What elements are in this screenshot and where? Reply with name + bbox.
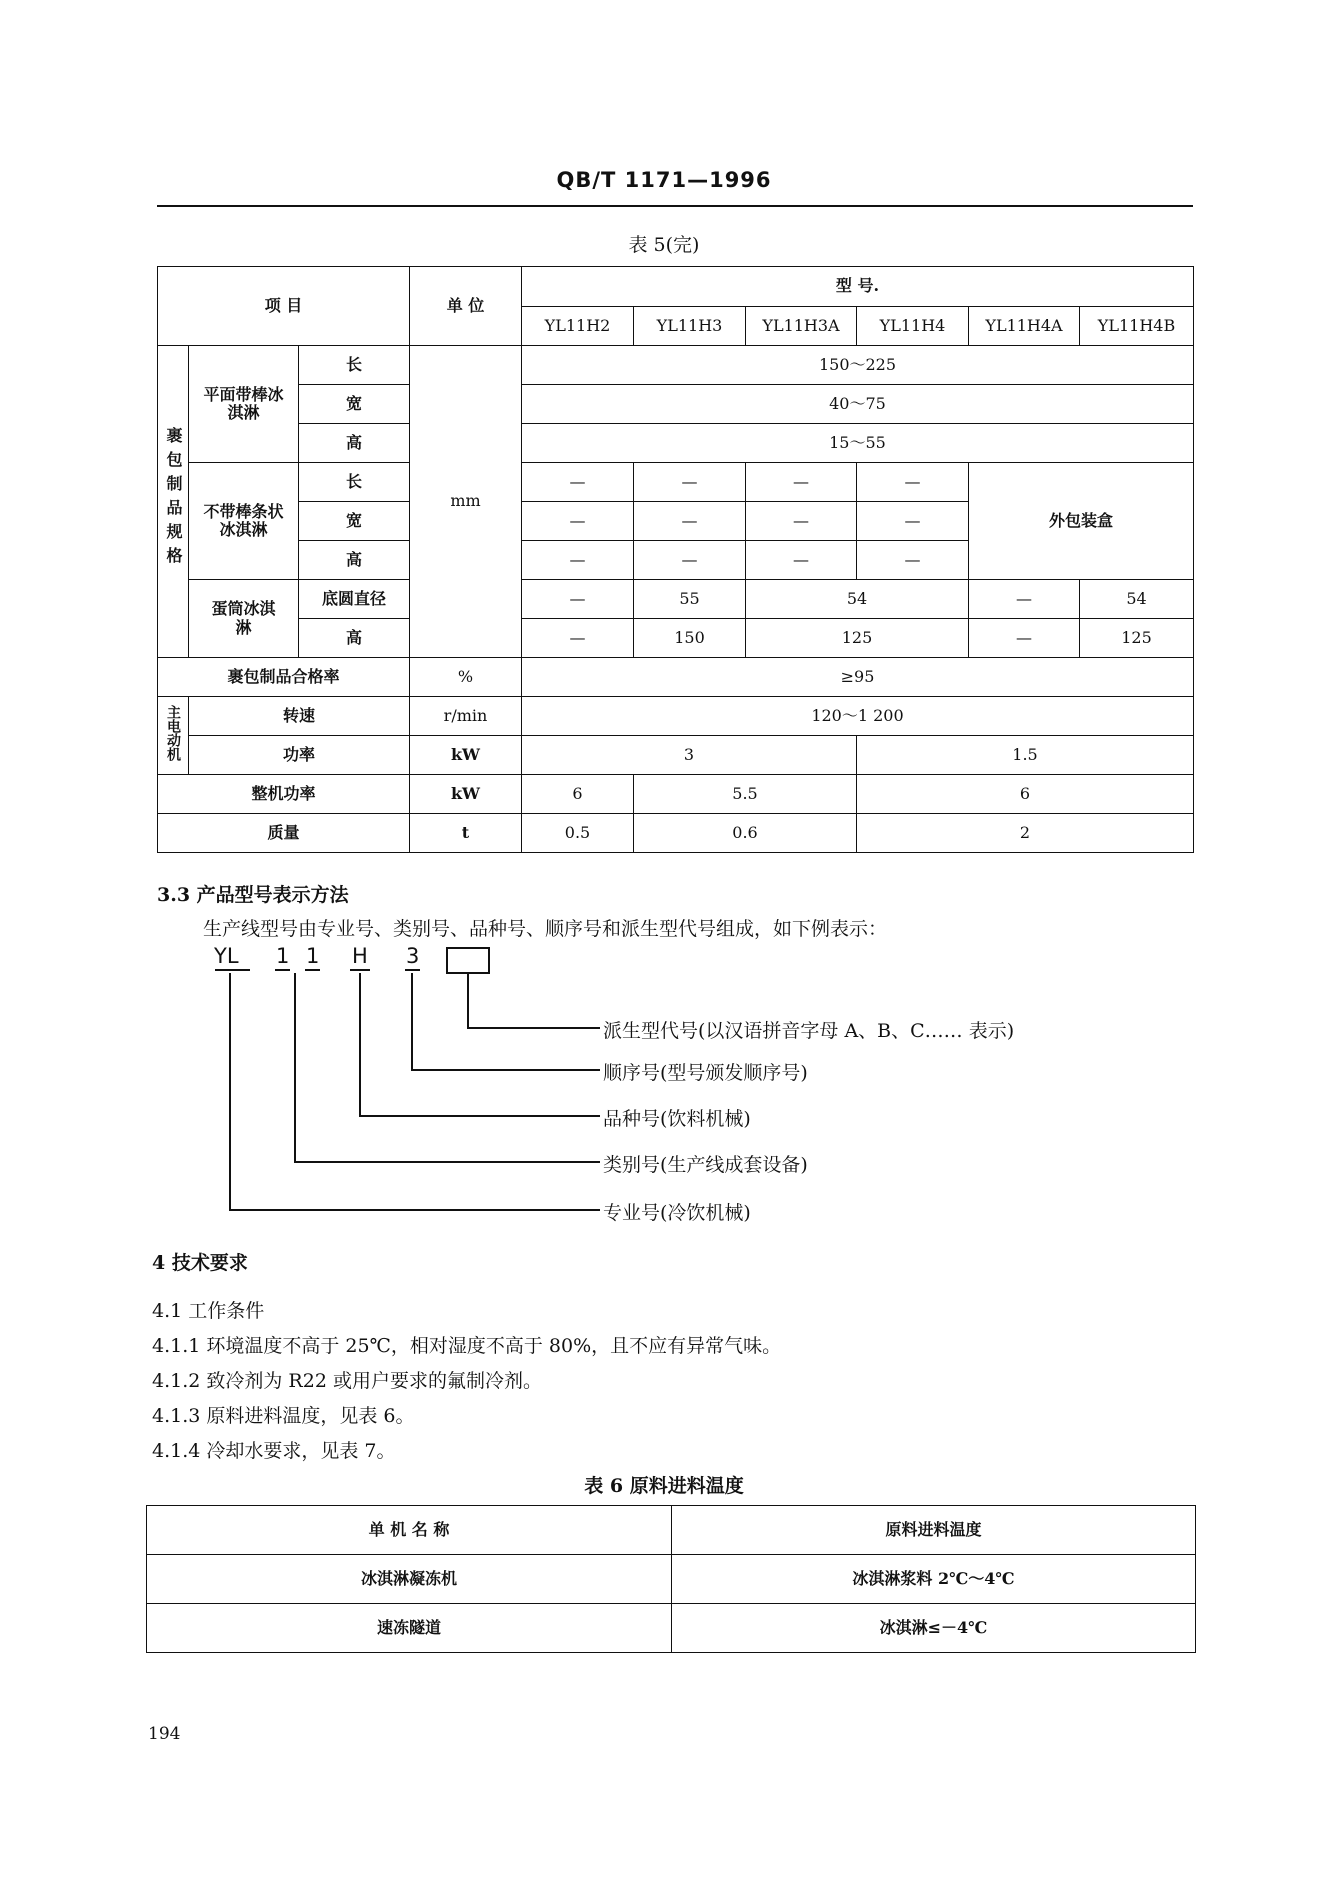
dash-cell: — xyxy=(634,502,746,541)
mass-label: 质量 xyxy=(158,814,410,853)
pass-rate-unit: % xyxy=(410,658,522,697)
label-derivative-code: 派生型代号(以汉语拼音字母 A、B、C…… 表示) xyxy=(603,1020,1015,1042)
cone-height-h3: 150 xyxy=(634,619,746,658)
label-category-number: 类别号(生产线成套设备) xyxy=(603,1154,808,1176)
total-power-unit: kW xyxy=(410,775,522,814)
dash-cell: — xyxy=(634,541,746,580)
dim-width: 宽 xyxy=(299,385,410,424)
total-power-value-1: 6 xyxy=(522,775,634,814)
model-col: YL11H4B xyxy=(1080,307,1194,346)
cone-height-h3a-h4: 125 xyxy=(746,619,969,658)
table5 xyxy=(157,266,1194,853)
model-col: YL11H4A xyxy=(969,307,1080,346)
table5-caption: 表 5(完) xyxy=(628,234,700,256)
section-3-3-title: 3.3 产品型号表示方法 xyxy=(157,884,349,906)
head-unit: 单 位 xyxy=(410,267,522,346)
mass-value-1: 0.5 xyxy=(522,814,634,853)
nostick-name: 不带棒条状冰淇淋 xyxy=(189,463,299,580)
page-number: 194 xyxy=(148,1724,181,1744)
pass-rate-value: ≥95 xyxy=(522,658,1194,697)
table6-cell: 冰淇淋浆料 2℃～4℃ xyxy=(672,1555,1196,1604)
code-token-3: 3 xyxy=(406,944,420,968)
section-4-1-4: 4.1.4 冷却水要求，见表 7。 xyxy=(152,1440,396,1462)
table6-cell: 冰淇淋≤－4℃ xyxy=(672,1604,1196,1653)
header-rule xyxy=(157,205,1193,207)
dim-height: 高 xyxy=(299,541,410,580)
mass-value-2: 0.6 xyxy=(634,814,857,853)
section-3-3-body: 生产线型号由专业号、类别号、品种号、顺序号和派生型代号组成，如下例表示： xyxy=(203,918,888,940)
table6-caption: 表 6 原料进料温度 xyxy=(584,1475,744,1497)
power-unit: kW xyxy=(410,736,522,775)
group-wrap-spec xyxy=(158,346,189,658)
flat-stick-name: 平面带棒冰淇淋 xyxy=(189,346,299,463)
label-specialty-number: 专业号(冷饮机械) xyxy=(603,1202,751,1224)
section-4-title: 4 技术要求 xyxy=(152,1252,248,1274)
dash-cell: — xyxy=(522,541,634,580)
pass-rate-label: 裹包制品合格率 xyxy=(158,658,410,697)
dash-cell: — xyxy=(522,619,634,658)
cone-base-h4b: 54 xyxy=(1080,580,1194,619)
dash-cell: — xyxy=(746,502,857,541)
table6-cell: 速冻隧道 xyxy=(147,1604,672,1653)
speed-label: 转速 xyxy=(189,697,410,736)
mass-unit: t xyxy=(410,814,522,853)
group-label: 裹包制品规格 xyxy=(164,427,183,572)
cone-height-h4b: 125 xyxy=(1080,619,1194,658)
section-4-1-1: 4.1.1 环境温度不高于 25℃，相对湿度不高于 80%，且不应有异常气味。 xyxy=(152,1335,782,1357)
head-model: 型 号. xyxy=(522,267,1194,307)
speed-value: 120～1 200 xyxy=(522,697,1194,736)
code-token-h: H xyxy=(352,944,368,968)
model-col: YL11H3A xyxy=(746,307,857,346)
code-token-1b: 1 xyxy=(306,944,320,968)
mass-value-3: 2 xyxy=(857,814,1194,853)
flat-width-value: 40～75 xyxy=(522,385,1194,424)
unit-mm: mm xyxy=(410,346,522,658)
power-value-1: 3 xyxy=(522,736,857,775)
cone-base-h3a-h4: 54 xyxy=(746,580,969,619)
code-token-1a: 1 xyxy=(276,944,290,968)
model-col: YL11H2 xyxy=(522,307,634,346)
dash-cell: — xyxy=(857,541,969,580)
dim-width: 宽 xyxy=(299,502,410,541)
flat-length-value: 150～225 xyxy=(522,346,1194,385)
dash-cell: — xyxy=(857,502,969,541)
diagram-lines xyxy=(210,940,1110,1230)
power-value-2: 1.5 xyxy=(857,736,1194,775)
dash-cell: — xyxy=(746,463,857,502)
outer-box-cell: 外包装盒 xyxy=(969,463,1194,580)
model-col: YL11H4 xyxy=(857,307,969,346)
cone-name: 蛋筒冰淇淋 xyxy=(189,580,299,658)
total-power-value-2: 5.5 xyxy=(634,775,857,814)
table-row xyxy=(147,1604,1196,1653)
table6-head-machine: 单 机 名 称 xyxy=(147,1506,672,1555)
section-4-1: 4.1 工作条件 xyxy=(152,1300,265,1322)
table6 xyxy=(146,1505,1196,1653)
dash-cell: — xyxy=(746,541,857,580)
dim-base-diameter: 底圆直径 xyxy=(299,580,410,619)
section-4-1-2: 4.1.2 致冷剂为 R22 或用户要求的氟制冷剂。 xyxy=(152,1370,542,1392)
label-sequence-number: 顺序号(型号颁发顺序号) xyxy=(603,1062,808,1084)
model-code-diagram xyxy=(210,940,1110,1230)
flat-height-value: 15～55 xyxy=(522,424,1194,463)
dim-height: 高 xyxy=(299,619,410,658)
motor-group-label: 主电动机 xyxy=(165,705,181,762)
dash-cell: — xyxy=(522,580,634,619)
power-label: 功率 xyxy=(189,736,410,775)
motor-group xyxy=(158,697,189,775)
label-variety-number: 品种号(饮料机械) xyxy=(603,1108,751,1130)
model-col: YL11H3 xyxy=(634,307,746,346)
total-power-value-3: 6 xyxy=(857,775,1194,814)
dash-cell: — xyxy=(857,463,969,502)
table6-head-temperature: 原料进料温度 xyxy=(672,1506,1196,1555)
dash-cell: — xyxy=(634,463,746,502)
cone-base-h3: 55 xyxy=(634,580,746,619)
code-token-yl: YL xyxy=(214,944,239,968)
dash-cell: — xyxy=(522,463,634,502)
dim-length: 长 xyxy=(299,346,410,385)
section-4-1-3: 4.1.3 原料进料温度，见表 6。 xyxy=(152,1405,415,1427)
dash-cell: — xyxy=(522,502,634,541)
dim-height: 高 xyxy=(299,424,410,463)
table6-cell: 冰淇淋凝冻机 xyxy=(147,1555,672,1604)
dash-cell: — xyxy=(969,619,1080,658)
speed-unit: r/min xyxy=(410,697,522,736)
head-item: 项 目 xyxy=(158,267,410,346)
total-power-label: 整机功率 xyxy=(158,775,410,814)
standard-code: QB/T 1171—1996 xyxy=(556,168,772,192)
dash-cell: — xyxy=(969,580,1080,619)
dim-length: 长 xyxy=(299,463,410,502)
table-row xyxy=(147,1555,1196,1604)
